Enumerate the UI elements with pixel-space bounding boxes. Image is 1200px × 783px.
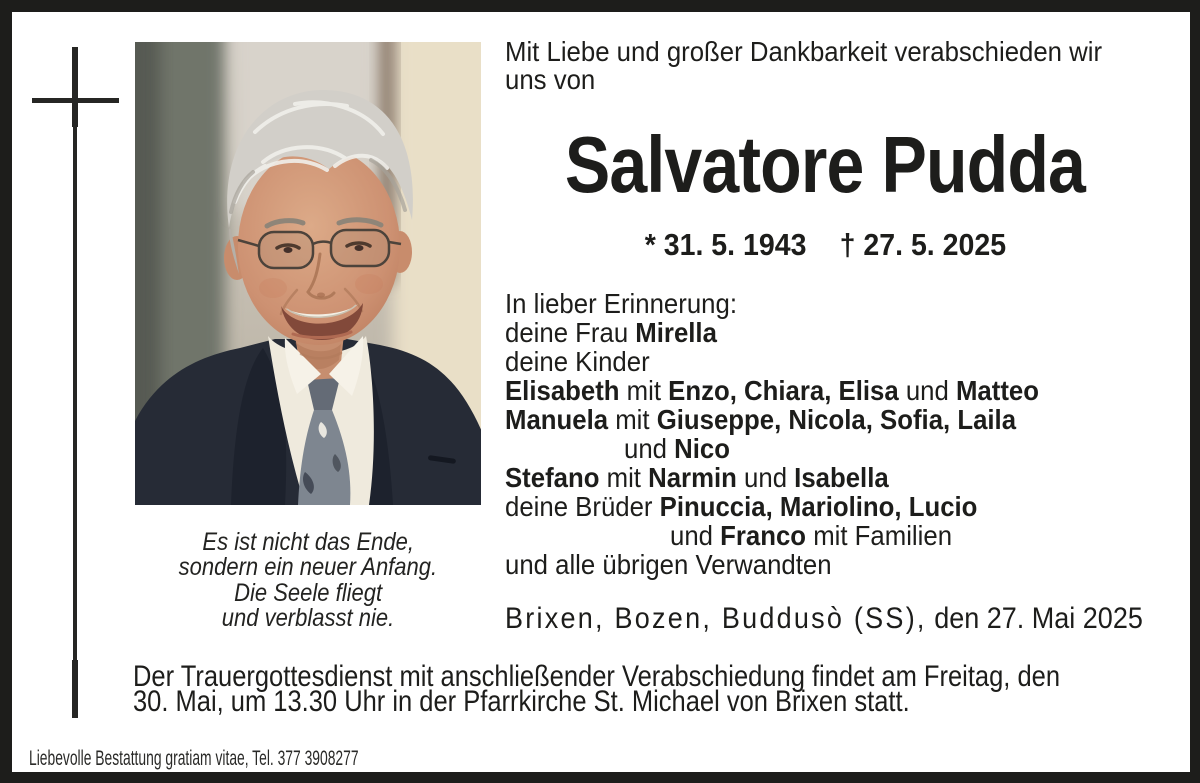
intro-line-2: uns von: [505, 63, 596, 95]
quote-line-1: Es ist nicht das Ende,: [202, 528, 414, 556]
brothers-cont-line: und Franco mit Familien: [670, 520, 953, 551]
portrait-photo: [135, 42, 481, 505]
intro-text: [505, 38, 1154, 93]
death-date: † 27. 5. 2025: [839, 227, 1006, 262]
relatives-line: und alle übrigen Verwandten: [505, 549, 832, 580]
notice-sheet: [12, 12, 1190, 772]
child3-line: Stefano mit Narmin und Isabella: [505, 462, 889, 493]
cross-vertical-bottom: [72, 660, 78, 718]
funeral-home-text: Liebevolle Bestattung gratiam vitae, Tel. 377 3908277: [29, 747, 359, 770]
portrait-illustration: [135, 42, 481, 505]
quote-line-3: Die Seele fliegt: [234, 578, 382, 607]
life-dates: [480, 229, 1170, 260]
service-announcement: [133, 660, 1200, 718]
cross-horizontal-bar: [32, 98, 119, 103]
brothers-line: deine Brüder Pinuccia, Mariolino, Lucio: [505, 491, 978, 522]
remembrance-heading: In lieber Erinnerung:: [505, 288, 737, 319]
quote-line-2: sondern ein neuer Anfang.: [178, 553, 438, 582]
deceased-name: [480, 120, 1170, 209]
service-line-2: 30. Mai, um 13.30 Uhr in der Pfarrkirche St. Michael von Brixen statt.: [133, 685, 910, 718]
service-line-1: Der Trauergottesdienst mit anschließender Verabschiedung findet am Freitag, den: [133, 660, 1061, 693]
funeral-home-footer: [29, 748, 528, 769]
child1-line: Elisabeth mit Enzo, Chiara, Elisa und Matteo: [505, 375, 1039, 406]
cross-vertical-bar: [73, 47, 77, 718]
date-text: den 27. Mai 2025: [926, 602, 1143, 635]
quote-line-4: und verblasst nie.: [221, 604, 395, 633]
wife-name: Mirella: [635, 317, 717, 348]
place-date-line: [505, 604, 1200, 634]
child2-line: Manuela mit Giuseppe, Nicola, Sofia, Laila: [505, 404, 1017, 435]
birth-date: * 31. 5. 1943: [644, 227, 807, 262]
places-text: Brixen, Bozen, Buddusò (SS),: [505, 602, 927, 635]
deceased-name-text: Salvatore Pudda: [564, 120, 1086, 209]
cross-vertical-top: [72, 47, 78, 127]
remembrance-section: [505, 289, 1085, 579]
wife-line: deine Frau Mirella: [505, 317, 717, 348]
memorial-quote: [125, 530, 491, 632]
intro-line-1: Mit Liebe und großer Dankbarkeit verabschieden wir: [505, 36, 1103, 67]
children-label: deine Kinder: [505, 346, 650, 377]
child2-cont-line: und Nico: [624, 433, 730, 464]
